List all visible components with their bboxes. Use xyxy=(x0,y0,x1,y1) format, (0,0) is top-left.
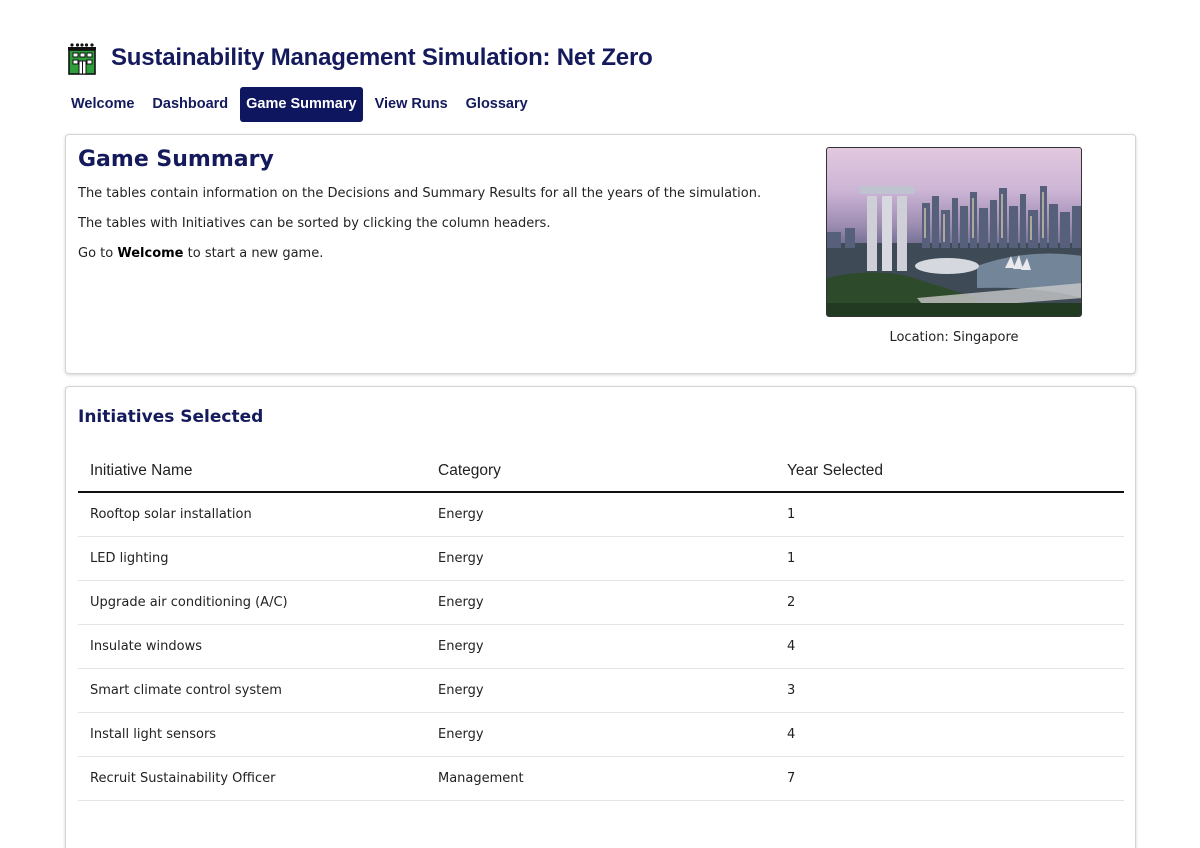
location-image xyxy=(826,147,1082,317)
page-title: Game Summary xyxy=(78,147,274,172)
cell-initiative-name: Install light sensors xyxy=(90,727,217,742)
cell-year-selected: 3 xyxy=(787,683,796,698)
cell-category: Energy xyxy=(438,595,484,610)
new-game-hint-suffix: to start a new game. xyxy=(183,246,324,261)
nav-welcome[interactable]: Welcome xyxy=(71,96,135,112)
table-row xyxy=(78,493,1124,537)
initiatives-table xyxy=(78,453,1124,801)
nav-glossary[interactable]: Glossary xyxy=(465,96,528,112)
sort-hint: The tables with Initiatives can be sorted by clicking the column headers. xyxy=(78,216,551,231)
cell-category: Energy xyxy=(438,507,484,522)
table-row xyxy=(78,537,1124,581)
table-row xyxy=(78,625,1124,669)
initiatives-card xyxy=(65,386,1136,848)
cell-category: Energy xyxy=(438,551,484,566)
cell-initiative-name: LED lighting xyxy=(90,551,169,566)
table-row xyxy=(78,757,1124,801)
cell-initiative-name: Insulate windows xyxy=(90,639,202,654)
cell-category: Energy xyxy=(438,639,484,654)
singapore-skyline-image xyxy=(827,148,1082,317)
building-icon xyxy=(65,41,99,75)
initiatives-title: Initiatives Selected xyxy=(78,407,264,427)
new-game-hint xyxy=(78,246,323,261)
cell-year-selected: 2 xyxy=(787,595,796,610)
table-row xyxy=(78,669,1124,713)
cell-initiative-name: Rooftop solar installation xyxy=(90,507,252,522)
new-game-hint-prefix: Go to xyxy=(78,246,118,261)
location-caption: Location: Singapore xyxy=(889,330,1019,345)
cell-year-selected: 4 xyxy=(787,639,796,654)
nav-game-summary[interactable]: Game Summary xyxy=(240,87,362,122)
column-header-category[interactable]: Category xyxy=(438,462,501,479)
nav-view-runs[interactable]: View Runs xyxy=(374,96,448,112)
table-header xyxy=(78,453,1124,493)
cell-initiative-name: Recruit Sustainability Officer xyxy=(90,771,276,786)
game-summary-card xyxy=(65,134,1136,374)
cell-category: Management xyxy=(438,771,524,786)
app-header xyxy=(65,40,653,76)
column-header-initiative-name[interactable]: Initiative Name xyxy=(90,462,193,479)
cell-category: Energy xyxy=(438,683,484,698)
column-header-year-selected[interactable]: Year Selected xyxy=(787,462,883,479)
cell-year-selected: 1 xyxy=(787,551,796,566)
cell-initiative-name: Upgrade air conditioning (A/C) xyxy=(90,595,288,610)
cell-initiative-name: Smart climate control system xyxy=(90,683,282,698)
cell-year-selected: 7 xyxy=(787,771,796,786)
table-row xyxy=(78,713,1124,757)
welcome-reference: Welcome xyxy=(117,246,184,261)
table-row xyxy=(78,581,1124,625)
nav-dashboard[interactable]: Dashboard xyxy=(152,96,229,112)
cell-category: Energy xyxy=(438,727,484,742)
app-title: Sustainability Management Simulation: Net Zero xyxy=(111,44,653,71)
summary-description: The tables contain information on the Decisions and Summary Results for all the years of the simulation. xyxy=(78,186,762,201)
cell-year-selected: 4 xyxy=(787,727,796,742)
main-nav xyxy=(65,87,540,122)
cell-year-selected: 1 xyxy=(787,507,796,522)
